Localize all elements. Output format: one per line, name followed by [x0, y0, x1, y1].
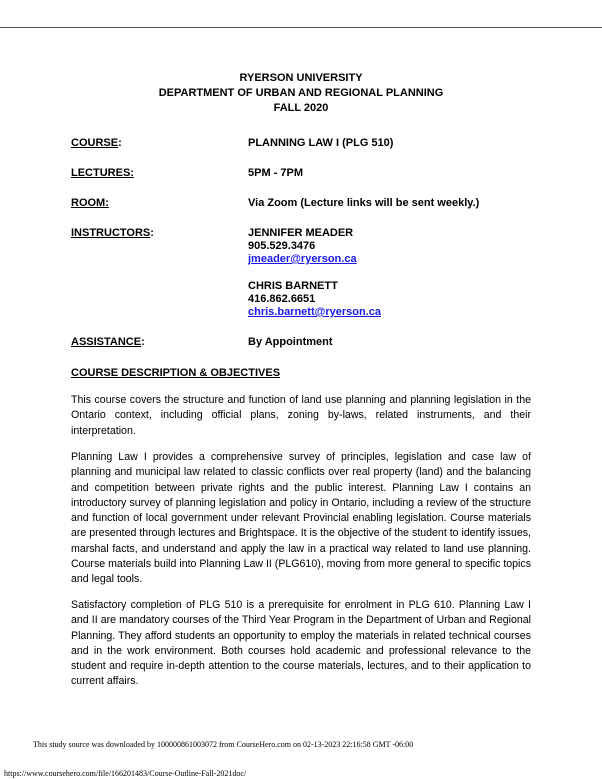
paragraph-2: Planning Law I provides a comprehensive survey of principles, legislation and case law of planning and municipal law related to classic conflicts over real property (land) and the balancing and competition between private rights and the public interest. Planning Law I contains an introductory survey of planning legislation and policy in Ontario, including a review of the structure and function of local government under relevant Provincial enabling legislation. Course materials are presented through lectures and Brightspace. It is the objective of the student to identify issues, marshal facts, and understand and apply the law in a practical way related to land use planning. Course materials build into Planning Law II (PLG610), moving from more general to specific topics and legal tools. [71, 451, 531, 586]
instructor-list [248, 227, 548, 319]
paragraph-3: Satisfactory completion of PLG 510 is a prerequisite for enrolment in PLG 610. Planning Law I and II are mandatory courses of the Third Year Program in the Department of Urban and Regional Planning. They afford students an opportunity to employ the materials in related technical courses and in the work environment. Both courses hold academic and professional relevance to the student and require in-depth attention to the course materials, lectures, and to their application to current affairs. [71, 599, 531, 688]
instructors-label: INSTRUCTORS: [71, 227, 154, 239]
assistance-value: By Appointment [248, 336, 333, 348]
course-value: PLANNING LAW I (PLG 510) [248, 137, 394, 149]
instructor-name: CHRIS BARNETT [248, 280, 338, 292]
instructor-1 [248, 227, 548, 266]
paragraph-1: This course covers the structure and function of land use planning and planning legislation in the Ontario context, including official plans, zoning by-laws, related instruments, and their interpretation. [71, 394, 531, 437]
instructor-name: JENNIFER MEADER [248, 227, 354, 239]
source-url[interactable]: https://www.coursehero.com/file/166201483/Course-Outline-Fall-2021doc/ [4, 769, 247, 778]
room-value: Via Zoom (Lecture links will be sent weekly.) [248, 197, 480, 209]
document-header [0, 71, 602, 116]
instructor-email-link[interactable]: chris.barnett@ryerson.ca [248, 306, 381, 318]
instructor-2 [248, 280, 548, 319]
term: FALL 2020 [273, 102, 329, 114]
download-note: This study source was downloaded by 100000861003072 from CourseHero.com on 02-13-2023 22:16:58 GMT -06:00 [33, 740, 414, 749]
instructor-phone: 905.529.3476 [248, 240, 316, 252]
lectures-label: LECTURES: [71, 167, 134, 179]
department-name: DEPARTMENT OF URBAN AND REGIONAL PLANNING [158, 87, 444, 99]
room-label: ROOM: [71, 197, 109, 209]
section-title: COURSE DESCRIPTION & OBJECTIVES [71, 367, 281, 379]
university-name: RYERSON UNIVERSITY [239, 72, 363, 84]
instructor-phone: 416.862.6651 [248, 293, 316, 305]
top-rule [0, 27, 602, 28]
assistance-label: ASSISTANCE: [71, 336, 145, 348]
course-label: COURSE: [71, 137, 122, 149]
lectures-value: 5PM - 7PM [248, 167, 304, 179]
instructor-email-link[interactable]: jmeader@ryerson.ca [248, 253, 357, 265]
